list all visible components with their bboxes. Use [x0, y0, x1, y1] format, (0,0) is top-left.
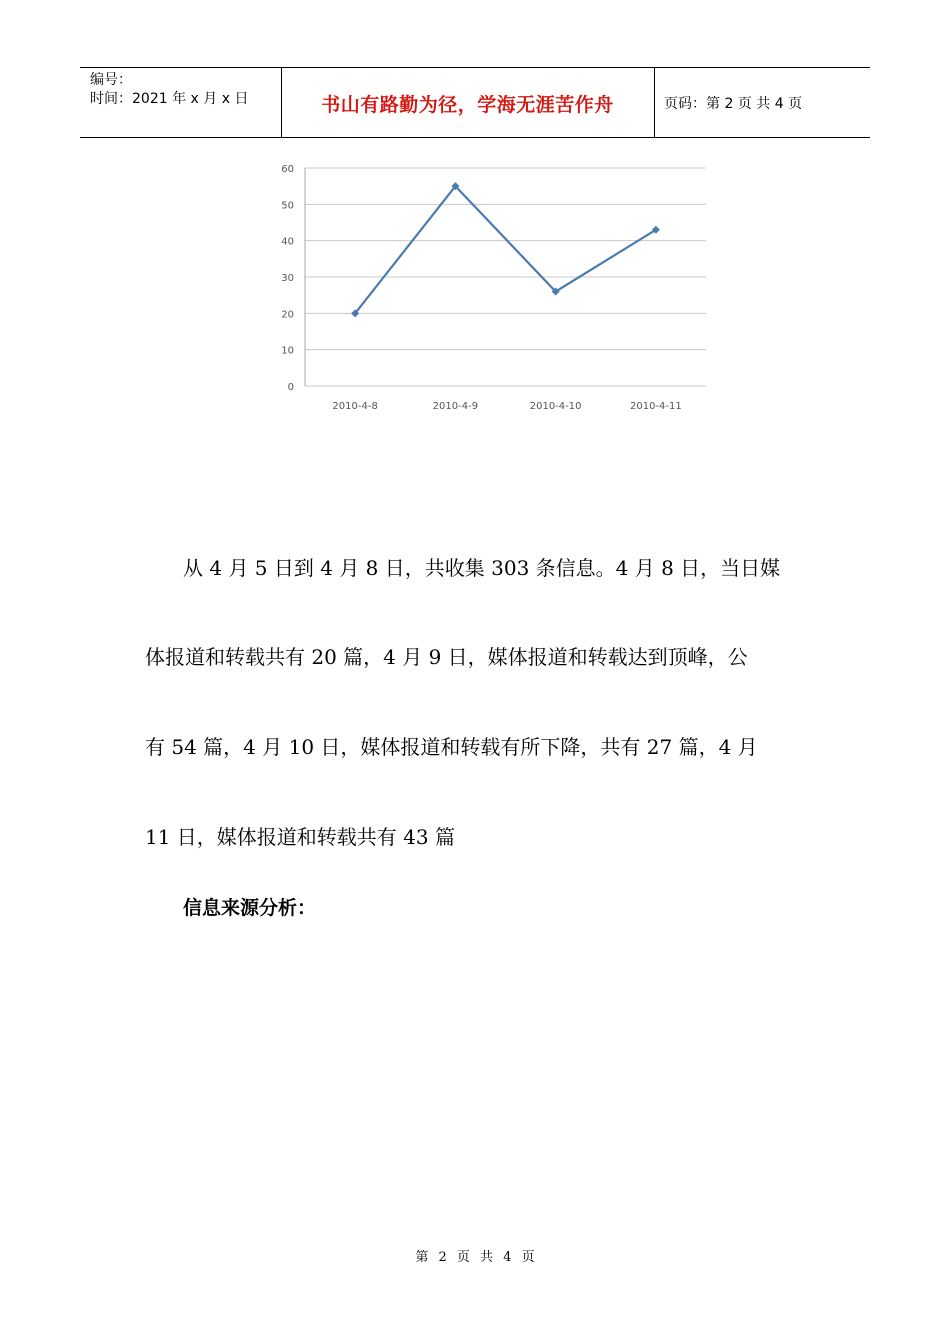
body-text-line: 11 日，媒体报道和转载共有 43 篇: [145, 825, 455, 849]
section-heading: 信息来源分析：: [183, 897, 317, 919]
y-tick-label: 40: [281, 236, 294, 248]
header-page-info: 页码：第 2 页 共 4 页: [664, 96, 803, 112]
x-tick-label: 2010-4-10: [529, 401, 582, 412]
x-tick-label: 2010-4-11: [629, 401, 682, 412]
series-line: [355, 186, 656, 313]
y-tick-label: 60: [281, 164, 294, 175]
body-text-line: 从 4 月 5 日到 4 月 8 日，共收集 303 条信息。4 月 8 日，当日媒: [183, 556, 781, 580]
page-footer: 第 2 页 共 4 页: [415, 1250, 535, 1265]
serial-number-label: 编号：: [90, 72, 132, 88]
body-line-3: [145, 733, 805, 761]
body-line-2: [145, 643, 805, 671]
date-label: 时间：2021 年 x 月 x 日: [90, 91, 249, 107]
y-tick-label: 50: [281, 200, 294, 212]
header-divider: [654, 68, 655, 137]
line-chart-svg: [270, 155, 710, 425]
line-chart: [270, 155, 710, 425]
body-text-line: 有 54 篇，4 月 10 日，媒体报道和转载有所下降，共有 27 篇，4 月: [145, 735, 758, 759]
y-tick-label: 10: [281, 345, 294, 357]
y-tick-label: 0: [287, 382, 294, 393]
x-tick-label: 2010-4-8: [332, 401, 378, 412]
y-tick-label: 30: [281, 273, 294, 284]
body-line-4: [145, 823, 805, 851]
header-meta: [90, 71, 248, 109]
y-tick-label: 20: [281, 309, 294, 321]
header-motto: 书山有路勤为径，学海无涯苦作舟: [321, 94, 614, 116]
body-line-1: [145, 554, 805, 582]
x-tick-label: 2010-4-9: [432, 401, 479, 412]
body-text-line: 体报道和转载共有 20 篇，4 月 9 日，媒体报道和转载达到顶峰，公: [145, 645, 748, 669]
header-table: [80, 67, 870, 138]
